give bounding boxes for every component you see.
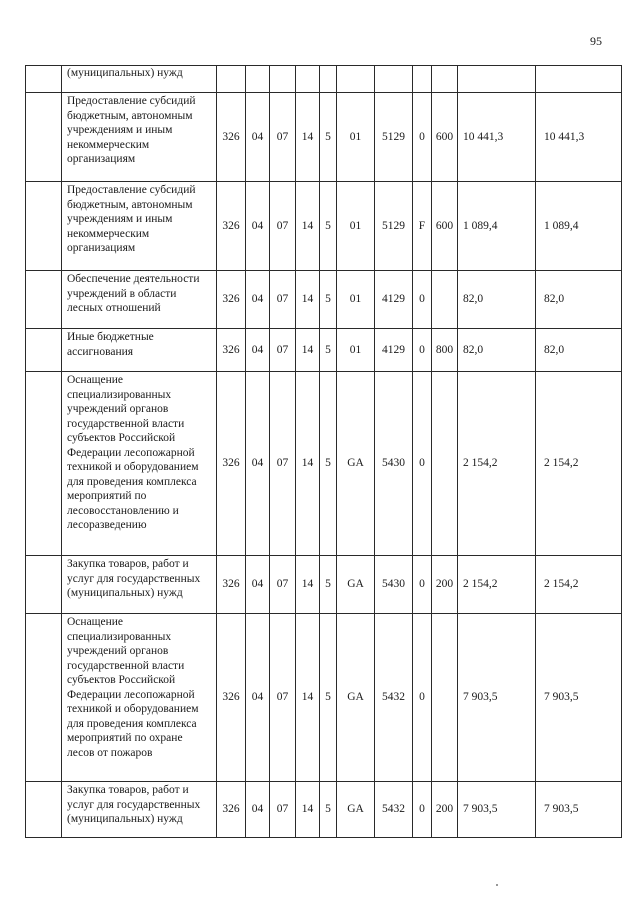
row-number-cell	[26, 556, 62, 614]
ved-code: 326	[217, 93, 246, 182]
subsection-code: 07	[270, 372, 296, 556]
amount-1: 1 089,4	[458, 182, 536, 271]
suffix-code: 0	[413, 329, 432, 372]
amount-1: 2 154,2	[458, 556, 536, 614]
program-code: 14	[296, 182, 320, 271]
event-code: 01	[337, 93, 375, 182]
page-number: 95	[590, 34, 602, 48]
amount-1: 7 903,5	[458, 614, 536, 782]
expense-type-code	[432, 372, 458, 556]
table-row	[26, 614, 622, 782]
event-code	[337, 66, 375, 93]
table-row	[26, 329, 622, 372]
amount-1	[458, 66, 536, 93]
ved-code	[217, 66, 246, 93]
amount-2: 1 089,4	[536, 182, 622, 271]
direction-code: 5430	[375, 372, 413, 556]
item-name: Иные бюджетные ассигнования	[62, 329, 217, 372]
section-code: 04	[246, 329, 270, 372]
ved-code: 326	[217, 271, 246, 329]
row-number-cell	[26, 66, 62, 93]
amount-2: 2 154,2	[536, 372, 622, 556]
ved-code: 326	[217, 556, 246, 614]
ved-code: 326	[217, 182, 246, 271]
amount-2: 2 154,2	[536, 556, 622, 614]
expense-type-code: 200	[432, 556, 458, 614]
program-code: 14	[296, 271, 320, 329]
amount-1: 82,0	[458, 329, 536, 372]
subprogram-code: 5	[320, 556, 337, 614]
section-code: 04	[246, 372, 270, 556]
direction-code: 4129	[375, 271, 413, 329]
section-code: 04	[246, 182, 270, 271]
expense-type-code	[432, 614, 458, 782]
direction-code: 4129	[375, 329, 413, 372]
amount-2: 10 441,3	[536, 93, 622, 182]
suffix-code: 0	[413, 372, 432, 556]
item-name: Обеспечение деятельности учреждений в области лесных отношений	[62, 271, 217, 329]
subprogram-code: 5	[320, 93, 337, 182]
event-code: GA	[337, 556, 375, 614]
direction-code: 5430	[375, 556, 413, 614]
subsection-code	[270, 66, 296, 93]
subsection-code: 07	[270, 182, 296, 271]
subsection-code: 07	[270, 614, 296, 782]
event-code: 01	[337, 271, 375, 329]
section-code: 04	[246, 271, 270, 329]
row-number-cell	[26, 271, 62, 329]
expense-type-code: 200	[432, 782, 458, 838]
program-code: 14	[296, 93, 320, 182]
expense-type-code: 600	[432, 93, 458, 182]
amount-1: 7 903,5	[458, 782, 536, 838]
subprogram-code: 5	[320, 271, 337, 329]
amount-1: 10 441,3	[458, 93, 536, 182]
amount-2	[536, 66, 622, 93]
suffix-code: 0	[413, 614, 432, 782]
subprogram-code: 5	[320, 614, 337, 782]
event-code: 01	[337, 329, 375, 372]
suffix-code: F	[413, 182, 432, 271]
subprogram-code: 5	[320, 329, 337, 372]
row-number-cell	[26, 182, 62, 271]
direction-code: 5129	[375, 182, 413, 271]
row-number-cell	[26, 614, 62, 782]
ved-code: 326	[217, 782, 246, 838]
expense-type-code	[432, 66, 458, 93]
amount-1: 2 154,2	[458, 372, 536, 556]
direction-code: 5432	[375, 614, 413, 782]
subprogram-code: 5	[320, 782, 337, 838]
expense-type-code	[432, 271, 458, 329]
item-name: Оснащение специализированных учреждений органов государственной власти субъектов Российской Федерации лесопожарной техникой и оборудованием для проведения комплекса мероприятий по охране лесов от пожаров	[62, 614, 217, 782]
section-code: 04	[246, 614, 270, 782]
section-code: 04	[246, 556, 270, 614]
table-row	[26, 782, 622, 838]
expense-type-code: 800	[432, 329, 458, 372]
table-row	[26, 182, 622, 271]
ved-code: 326	[217, 614, 246, 782]
event-code: GA	[337, 372, 375, 556]
program-code: 14	[296, 372, 320, 556]
subprogram-code	[320, 66, 337, 93]
section-code: 04	[246, 782, 270, 838]
amount-2: 7 903,5	[536, 614, 622, 782]
table-row	[26, 556, 622, 614]
direction-code	[375, 66, 413, 93]
row-number-cell	[26, 93, 62, 182]
direction-code: 5129	[375, 93, 413, 182]
suffix-code: 0	[413, 93, 432, 182]
amount-1: 82,0	[458, 271, 536, 329]
table-row	[26, 93, 622, 182]
row-number-cell	[26, 372, 62, 556]
amount-2: 82,0	[536, 271, 622, 329]
program-code	[296, 66, 320, 93]
suffix-code	[413, 66, 432, 93]
section-code	[246, 66, 270, 93]
event-code: GA	[337, 614, 375, 782]
suffix-code: 0	[413, 556, 432, 614]
suffix-code: 0	[413, 271, 432, 329]
table-row	[26, 372, 622, 556]
section-code: 04	[246, 93, 270, 182]
event-code: GA	[337, 782, 375, 838]
item-name: Оснащение специализированных учреждений органов государственной власти субъектов Российской Федерации лесопожарной техникой и оборудованием для проведения комплекса мероприятий по лесовосстановлению и лесоразведению	[62, 372, 217, 556]
subprogram-code: 5	[320, 372, 337, 556]
program-code: 14	[296, 556, 320, 614]
row-number-cell	[26, 329, 62, 372]
expense-type-code: 600	[432, 182, 458, 271]
table-row	[26, 271, 622, 329]
budget-table	[25, 65, 622, 838]
subsection-code: 07	[270, 271, 296, 329]
program-code: 14	[296, 614, 320, 782]
item-name: Предоставление субсидий бюджетным, автономным учреждениям и иным некоммерческим организациям	[62, 93, 217, 182]
program-code: 14	[296, 329, 320, 372]
item-name: Закупка товаров, работ и услуг для государственных (муниципальных) нужд	[62, 556, 217, 614]
subsection-code: 07	[270, 93, 296, 182]
suffix-code: 0	[413, 782, 432, 838]
amount-2: 82,0	[536, 329, 622, 372]
subsection-code: 07	[270, 329, 296, 372]
direction-code: 5432	[375, 782, 413, 838]
subprogram-code: 5	[320, 182, 337, 271]
program-code: 14	[296, 782, 320, 838]
item-name: (муниципальных) нужд	[62, 66, 217, 93]
amount-2: 7 903,5	[536, 782, 622, 838]
ved-code: 326	[217, 372, 246, 556]
scan-speck	[496, 884, 498, 886]
event-code: 01	[337, 182, 375, 271]
subsection-code: 07	[270, 556, 296, 614]
ved-code: 326	[217, 329, 246, 372]
row-number-cell	[26, 782, 62, 838]
subsection-code: 07	[270, 782, 296, 838]
item-name: Предоставление субсидий бюджетным, автономным учреждениям и иным некоммерческим организациям	[62, 182, 217, 271]
item-name: Закупка товаров, работ и услуг для государственных (муниципальных) нужд	[62, 782, 217, 838]
table-row	[26, 66, 622, 93]
